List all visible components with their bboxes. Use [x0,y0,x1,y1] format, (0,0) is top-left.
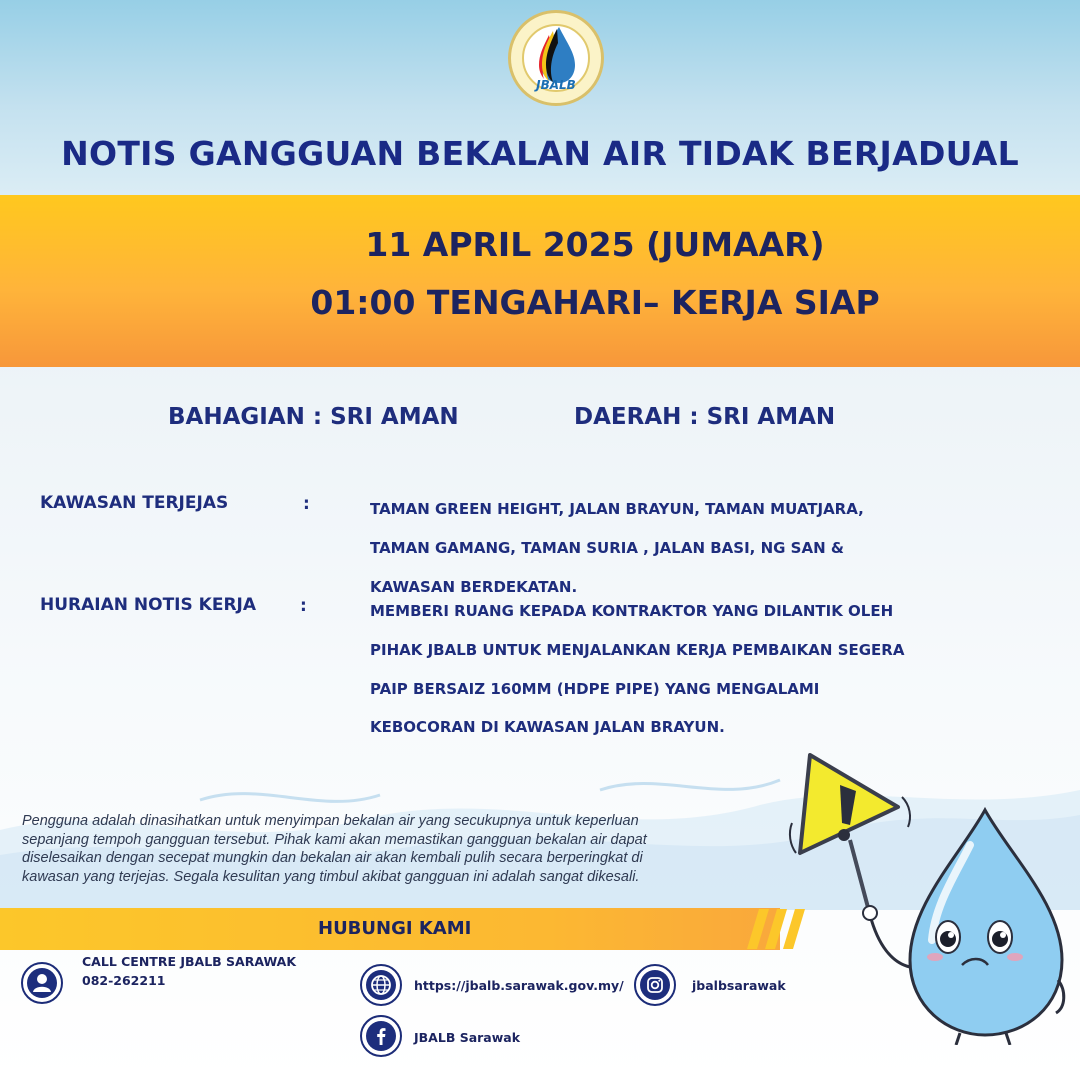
work-description-line: KEBOCORAN DI KAWASAN JALAN BRAYUN. [370,718,725,736]
advice-line: sepanjang tempoh gangguan tersebut. Pihak kami akan memastikan gangguan bekalan air dapat [22,831,647,848]
schedule-band [0,195,1080,367]
affected-area-colon: : [303,494,310,514]
globe-icon [360,964,402,1006]
work-description-line: PAIP BERSAIZ 160MM (HDPE PIPE) YANG MENGALAMI [370,680,820,698]
advice-line: Pengguna adalah dinasihatkan untuk menyimpan bekalan air yang secukupnya untuk keperluan [22,813,639,829]
affected-area-line: TAMAN GREEN HEIGHT, JALAN BRAYUN, TAMAN MUATJARA, [370,500,864,518]
affected-area-line: TAMAN GAMANG, TAMAN SURIA , JALAN BASI, NG SAN & [370,539,844,557]
bahagian-label: BAHAGIAN : SRI AMAN [168,404,459,430]
affected-area-line: KAWASAN BERDEKATAN. [370,578,578,596]
advice-paragraph [22,812,782,886]
water-drop-mascot [770,745,1070,1045]
daerah-label: DAERAH : SRI AMAN [574,404,836,430]
website-link[interactable]: https://jbalb.sarawak.gov.my/ [414,978,624,993]
instagram-handle[interactable]: jbalbsarawak [692,978,786,993]
facebook-icon [360,1015,402,1057]
advice-line: kawasan yang terjejas. Segala kesulitan yang timbul akibat gangguan ini adalah sangat dikesali. [22,868,640,885]
call-centre-label: CALL CENTRE JBALB SARAWAK [82,954,297,969]
advice-line: diselesaikan dengan secepat mungkin dan bekalan air akan kembali pulih secara berperingkat di [22,850,643,866]
call-centre-phone[interactable]: 082-262211 [82,973,166,988]
jbalb-logo [508,10,604,106]
instagram-icon [634,964,676,1006]
logo-name: JBALB [536,78,576,92]
work-description-colon: : [300,596,307,616]
warning-sign-icon [790,755,910,915]
facebook-page[interactable]: JBALB Sarawak [414,1030,521,1045]
work-description-label: HURAIAN NOTIS KERJA [40,595,257,615]
schedule-time: 01:00 TENGAHARI– KERJA SIAP [310,283,880,322]
work-description-line: PIHAK JBALB UNTUK MENJALANKAN KERJA PEMBAIKAN SEGERA [370,641,905,659]
work-description-line: MEMBERI RUANG KEPADA KONTRAKTOR YANG DILANTIK OLEH [370,602,894,620]
user-phone-icon [21,962,63,1004]
affected-area-label: KAWASAN TERJEJAS [40,493,229,513]
notice-title: NOTIS GANGGUAN BEKALAN AIR TIDAK BERJADUAL [61,134,1019,173]
contact-title: HUBUNGI KAMI [318,918,472,939]
schedule-date: 11 APRIL 2025 (JUMAAR) [365,225,825,264]
